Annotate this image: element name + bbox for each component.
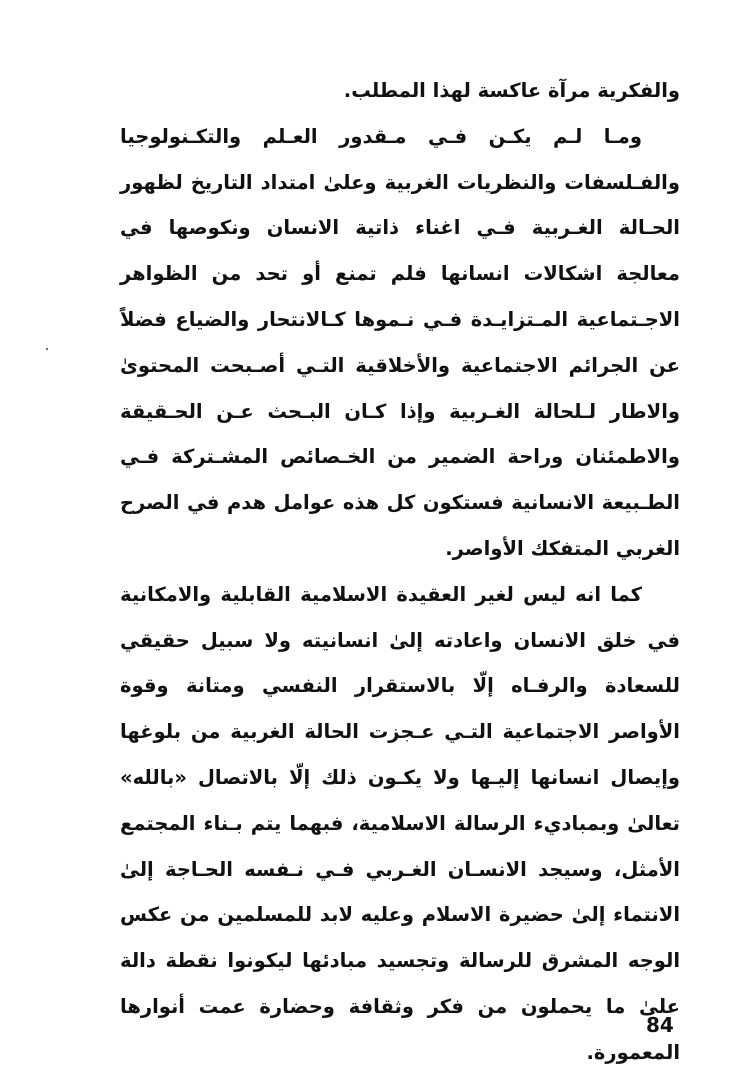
paragraph-science-and-philosophies: ومـا لـم يكـن فـي مـقدور العـلم والتكـنولوجيا والفـلسفات والنظريات الغربية وعلىٰ امتداد التاريخ لظهور الحـالة الغـربية فـي اغناء ذاتية الانسان ونكوصها في معالجة اشكالات انسانها فلم تمنع أو تحد من الظواهر الاجـتماعية المـتزايـدة فـي نـموها كـالانتحار والضياع فضلاً عن الجرائم الاجتماعية والأخلاقية التـي أصـبحت المحتوىٰ والاطار لـلحالة الغـربية وإذا كـان البـحث عـن الحـقيقة والاطمئنان وراحة الضمير من الخـصائص المشـتركة فـي الطـبيعة الانسانية فستكون كل هذه عوامل هدم في الصرح الغربي المتفكك الأواصر. xyxy=(120,124,680,560)
margin-speck xyxy=(46,348,48,350)
page-body-text xyxy=(120,68,680,1076)
paragraph-islamic-doctrine: كما انه ليس لغير العقيدة الاسلامية القابلية والامكانية في خلق الانسان واعادته إلىٰ انسانيته ولا سبيل حقيقي للسعادة والرفـاه إلّا بالاستقرار النفسي ومتانة وقوة الأواصر الاجتماعية التـي عـجزت الحالة الغربية من بلوغها وإيصال انسانها إليـها ولا يكـون ذلك إلّا بالاتصال «بالله» تعالىٰ وبمباديء الرسالة الاسلامية، فبهما يتم بـناء المجتمع الأمثل، وسيجد الانسـان الغـربي فـي نـفسه الحـاجة إلىٰ الانتماء إلىٰ حضيرة الاسلام وعليه لابد للمسلمين من عكس الوجه المشرق للرسالة وتجسيد مبادئها ليكونوا نقطة دالة علىٰ ما يحملون من فكر وثقافة وحضارة عمت أنوارها المعمورة. xyxy=(120,582,680,1064)
page-number: 84 xyxy=(646,1013,674,1037)
paragraph-continuation: والفكرية مرآة عاكسة لهذا المطلب. xyxy=(343,79,680,102)
